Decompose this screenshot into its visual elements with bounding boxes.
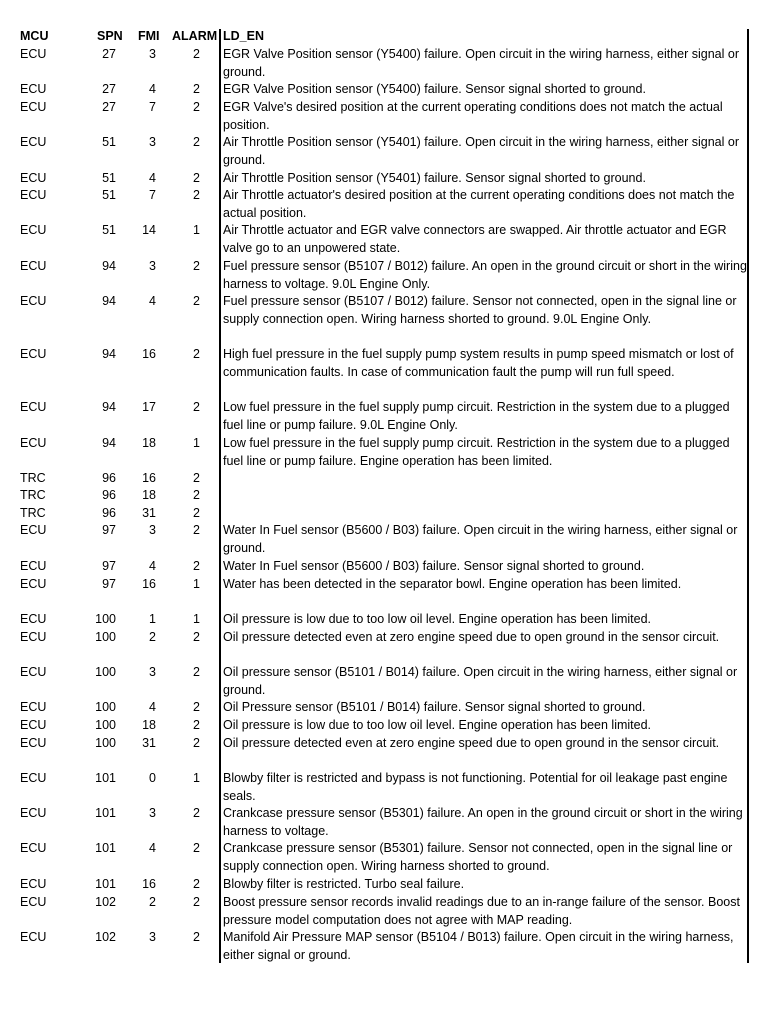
cell-fmi: 4 — [149, 82, 156, 96]
cell-mcu: ECU — [20, 841, 47, 855]
cell-mcu: ECU — [20, 171, 47, 185]
cell-description: Oil pressure detected even at zero engine speed due to open ground in the sensor circuit. — [223, 630, 720, 644]
cell-mcu: ECU — [20, 665, 47, 679]
cell-alarm: 2 — [193, 82, 200, 96]
cell-mcu: ECU — [20, 523, 47, 537]
cell-mcu: ECU — [20, 930, 47, 944]
cell-fmi: 7 — [149, 100, 156, 114]
cell-spn: 97 — [102, 577, 116, 591]
cell-fmi: 4 — [149, 700, 156, 714]
cell-description: Air Throttle Position sensor (Y5401) failure. Open circuit in the wiring harness, either signal or ground. — [223, 135, 739, 167]
cell-fmi: 4 — [149, 559, 156, 573]
cell-mcu: ECU — [20, 294, 47, 308]
cell-mcu: ECU — [20, 895, 47, 909]
cell-mcu: ECU — [20, 577, 47, 591]
cell-fmi: 16 — [142, 577, 156, 591]
cell-alarm: 2 — [193, 841, 200, 855]
cell-spn: 100 — [95, 718, 116, 732]
cell-fmi: 17 — [142, 400, 156, 414]
cell-spn: 96 — [102, 471, 116, 485]
cell-description: Air Throttle Position sensor (Y5401) failure. Sensor signal shorted to ground. — [223, 171, 646, 185]
cell-mcu: ECU — [20, 436, 47, 450]
cell-spn: 27 — [102, 100, 116, 114]
cell-fmi: 3 — [149, 523, 156, 537]
cell-alarm: 2 — [193, 700, 200, 714]
cell-spn: 101 — [95, 841, 116, 855]
cell-description: Fuel pressure sensor (B5107 / B012) failure. Sensor not connected, open in the signal line or supply connection open. Wiring harness shorted to ground. 9.0L Engine Only. — [223, 294, 737, 326]
cell-description: High fuel pressure in the fuel supply pump system results in pump speed mismatch or lost of communication faults. In case of communication fault the pump will run full speed. — [223, 347, 734, 379]
cell-mcu: ECU — [20, 259, 47, 273]
cell-description: Crankcase pressure sensor (B5301) failure. An open in the ground circuit or short in the wiring harness to voltage. — [223, 806, 743, 838]
cell-spn: 51 — [102, 223, 116, 237]
cell-spn: 100 — [95, 612, 116, 626]
cell-fmi: 1 — [149, 612, 156, 626]
cell-alarm: 2 — [193, 630, 200, 644]
cell-description: EGR Valve Position sensor (Y5400) failure. Open circuit in the wiring harness, either signal or ground. — [223, 47, 739, 79]
cell-spn: 96 — [102, 506, 116, 520]
cell-mcu: ECU — [20, 347, 47, 361]
cell-mcu: ECU — [20, 806, 47, 820]
cell-spn: 100 — [95, 736, 116, 750]
cell-mcu: ECU — [20, 700, 47, 714]
cell-mcu: ECU — [20, 135, 47, 149]
cell-spn: 27 — [102, 47, 116, 61]
cell-spn: 97 — [102, 523, 116, 537]
cell-alarm: 1 — [193, 771, 200, 785]
cell-spn: 94 — [102, 400, 116, 414]
cell-spn: 96 — [102, 488, 116, 502]
cell-description: Low fuel pressure in the fuel supply pump circuit. Restriction in the system due to a plugged fuel line or pump failure. 9.0L Engine Only. — [223, 400, 730, 432]
cell-alarm: 2 — [193, 347, 200, 361]
cell-alarm: 2 — [193, 506, 200, 520]
cell-spn: 102 — [95, 930, 116, 944]
cell-description: Oil pressure detected even at zero engine speed due to open ground in the sensor circuit. — [223, 736, 720, 750]
header-spn: SPN — [97, 29, 123, 43]
cell-spn: 101 — [95, 877, 116, 891]
cell-fmi: 3 — [149, 930, 156, 944]
cell-description: EGR Valve's desired position at the current operating conditions does not match the actual position. — [223, 100, 723, 132]
cell-alarm: 2 — [193, 47, 200, 61]
cell-spn: 102 — [95, 895, 116, 909]
cell-fmi: 7 — [149, 188, 156, 202]
cell-description: Boost pressure sensor records invalid readings due to an in-range failure of the sensor. Boost pressure model computation does not agree with MAP reading. — [223, 895, 740, 927]
cell-fmi: 4 — [149, 841, 156, 855]
cell-alarm: 2 — [193, 930, 200, 944]
cell-fmi: 16 — [142, 471, 156, 485]
cell-alarm: 1 — [193, 612, 200, 626]
cell-description: Crankcase pressure sensor (B5301) failure. Sensor not connected, open in the signal line or supply connection open. Wiring harness shorted to ground. — [223, 841, 733, 873]
cell-description: Oil pressure is low due to too low oil level. Engine operation has been limited. — [223, 612, 652, 626]
cell-fmi: 31 — [142, 736, 156, 750]
cell-fmi: 3 — [149, 135, 156, 149]
cell-alarm: 2 — [193, 294, 200, 308]
cell-description: Manifold Air Pressure MAP sensor (B5104 / B013) failure. Open circuit in the wiring harness, either signal or ground. — [223, 930, 734, 962]
cell-mcu: ECU — [20, 771, 47, 785]
cell-spn: 100 — [95, 630, 116, 644]
cell-mcu: ECU — [20, 47, 47, 61]
cell-alarm: 2 — [193, 806, 200, 820]
cell-alarm: 2 — [193, 877, 200, 891]
cell-description: Air Throttle actuator and EGR valve connectors are swapped. Air throttle actuator and EGR valve go to an unpowered state. — [223, 223, 727, 255]
cell-spn: 101 — [95, 771, 116, 785]
cell-fmi: 16 — [142, 877, 156, 891]
cell-spn: 100 — [95, 700, 116, 714]
cell-alarm: 2 — [193, 100, 200, 114]
cell-mcu: ECU — [20, 718, 47, 732]
cell-alarm: 2 — [193, 171, 200, 185]
cell-mcu: ECU — [20, 559, 47, 573]
cell-spn: 94 — [102, 347, 116, 361]
cell-mcu: ECU — [20, 223, 47, 237]
cell-description: Water has been detected in the separator bowl. Engine operation has been limited. — [223, 577, 682, 591]
cell-description: Low fuel pressure in the fuel supply pump circuit. Restriction in the system due to a plugged fuel line or pump failure. Engine operation has been limited. — [223, 436, 730, 468]
cell-alarm: 2 — [193, 488, 200, 502]
cell-mcu: TRC — [20, 488, 46, 502]
cell-description: Blowby filter is restricted. Turbo seal failure. — [223, 877, 465, 891]
cell-alarm: 2 — [193, 259, 200, 273]
cell-mcu: TRC — [20, 506, 46, 520]
cell-description: Fuel pressure sensor (B5107 / B012) failure. An open in the ground circuit or short in the wiring harness to voltage. 9.0L Engine Only. — [223, 259, 747, 291]
cell-description: EGR Valve Position sensor (Y5400) failure. Sensor signal shorted to ground. — [223, 82, 646, 96]
cell-mcu: ECU — [20, 612, 47, 626]
cell-fmi: 3 — [149, 806, 156, 820]
cell-fmi: 31 — [142, 506, 156, 520]
cell-alarm: 1 — [193, 577, 200, 591]
cell-fmi: 2 — [149, 895, 156, 909]
cell-description: Water In Fuel sensor (B5600 / B03) failure. Open circuit in the wiring harness, either signal or ground. — [223, 523, 738, 555]
cell-fmi: 3 — [149, 47, 156, 61]
cell-fmi: 2 — [149, 630, 156, 644]
cell-fmi: 4 — [149, 294, 156, 308]
cell-alarm: 1 — [193, 436, 200, 450]
cell-description: Air Throttle actuator's desired position at the current operating conditions does not match the actual position. — [223, 188, 735, 220]
cell-spn: 94 — [102, 436, 116, 450]
cell-description: Oil Pressure sensor (B5101 / B014) failure. Sensor signal shorted to ground. — [223, 700, 646, 714]
cell-fmi: 3 — [149, 259, 156, 273]
cell-mcu: ECU — [20, 82, 47, 96]
cell-alarm: 2 — [193, 400, 200, 414]
cell-alarm: 2 — [193, 718, 200, 732]
header-mcu: MCU — [20, 29, 49, 43]
cell-mcu: TRC — [20, 471, 46, 485]
cell-alarm: 2 — [193, 895, 200, 909]
cell-fmi: 16 — [142, 347, 156, 361]
cell-fmi: 18 — [142, 718, 156, 732]
header-ld-en: LD_EN — [223, 29, 264, 43]
cell-mcu: ECU — [20, 188, 47, 202]
cell-alarm: 2 — [193, 559, 200, 573]
cell-description: Oil pressure sensor (B5101 / B014) failure. Open circuit in the wiring harness, either signal or ground. — [223, 665, 738, 697]
cell-fmi: 14 — [142, 223, 156, 237]
cell-spn: 51 — [102, 171, 116, 185]
cell-mcu: ECU — [20, 100, 47, 114]
cell-description: Oil pressure is low due to too low oil level. Engine operation has been limited. — [223, 718, 652, 732]
cell-fmi: 18 — [142, 436, 156, 450]
cell-spn: 94 — [102, 294, 116, 308]
cell-spn: 94 — [102, 259, 116, 273]
column-divider-line — [219, 29, 221, 963]
cell-mcu: ECU — [20, 736, 47, 750]
cell-fmi: 3 — [149, 665, 156, 679]
cell-spn: 100 — [95, 665, 116, 679]
cell-spn: 51 — [102, 188, 116, 202]
cell-alarm: 2 — [193, 135, 200, 149]
cell-fmi: 4 — [149, 171, 156, 185]
header-fmi: FMI — [138, 29, 160, 43]
cell-spn: 101 — [95, 806, 116, 820]
cell-mcu: ECU — [20, 400, 47, 414]
cell-spn: 27 — [102, 82, 116, 96]
cell-alarm: 1 — [193, 223, 200, 237]
cell-fmi: 18 — [142, 488, 156, 502]
cell-alarm: 2 — [193, 665, 200, 679]
header-alarm: ALARM — [172, 29, 218, 43]
cell-alarm: 2 — [193, 471, 200, 485]
cell-mcu: ECU — [20, 877, 47, 891]
cell-alarm: 2 — [193, 523, 200, 537]
cell-mcu: ECU — [20, 630, 47, 644]
cell-description: Water In Fuel sensor (B5600 / B03) failure. Sensor signal shorted to ground. — [223, 559, 645, 573]
cell-description: Blowby filter is restricted and bypass is not functioning. Potential for oil leakage past engine seals. — [223, 771, 728, 803]
cell-alarm: 2 — [193, 188, 200, 202]
cell-alarm: 2 — [193, 736, 200, 750]
cell-spn: 51 — [102, 135, 116, 149]
cell-spn: 97 — [102, 559, 116, 573]
cell-fmi: 0 — [149, 771, 156, 785]
